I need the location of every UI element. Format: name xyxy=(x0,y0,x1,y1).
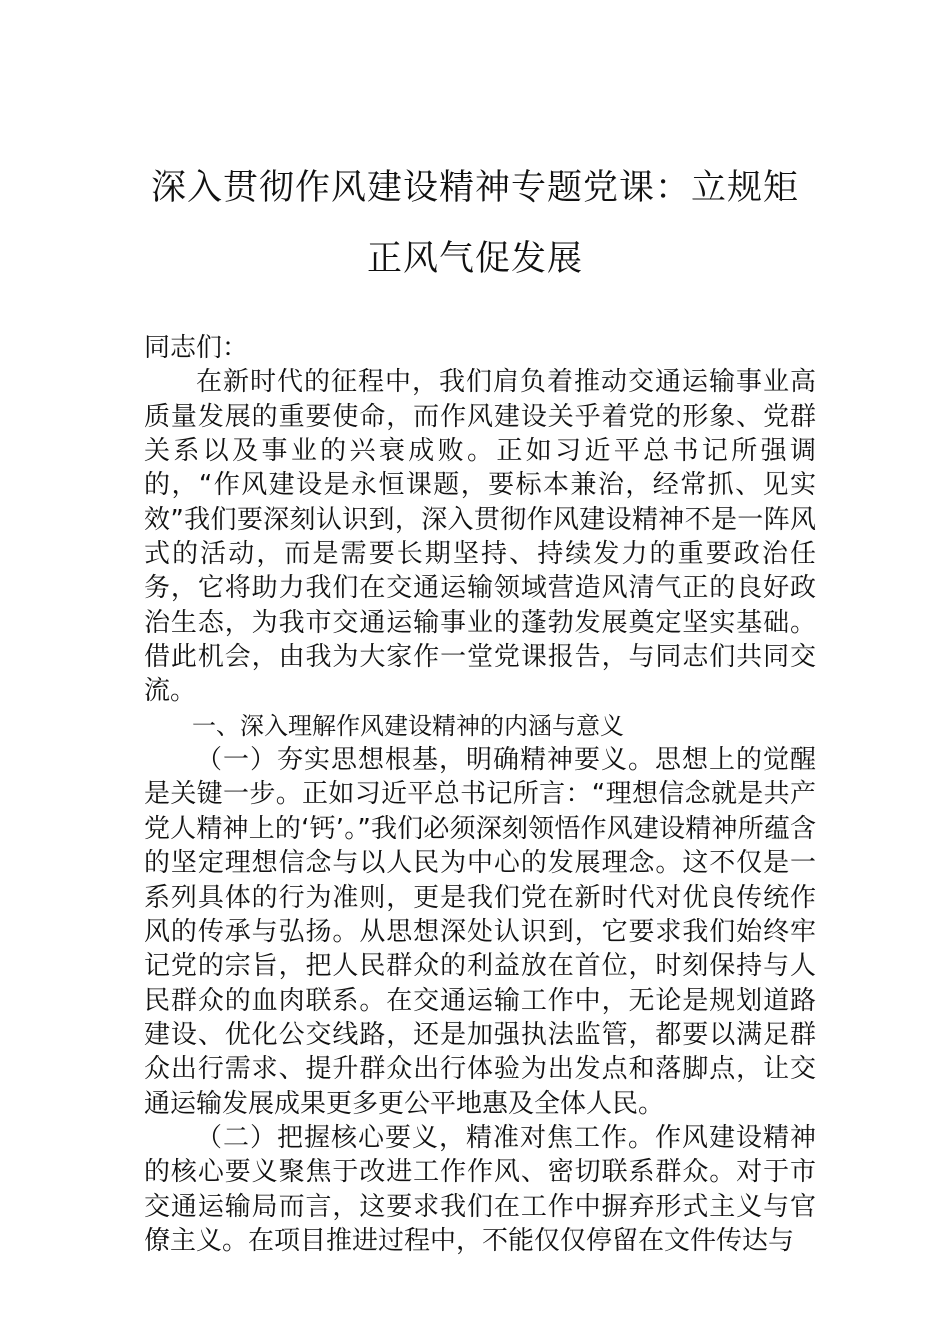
document-body xyxy=(144,331,816,1258)
subsection-2-paragraph: （二）把握核心要义，精准对焦工作。作风建设精神的核心要义聚焦于改进工作作风、密切联系群众。对于市交通运输局而言，这要求我们在工作中摒弃形式主义与官僚主义。在项目推进过程中，不能仅仅停留在文件传达与 xyxy=(144,1122,816,1256)
document-title-line-1: 深入贯彻作风建设精神专题党课：立规矩 xyxy=(150,168,799,208)
intro-paragraph: 在新时代的征程中，我们肩负着推动交通运输事业高质量发展的重要使命，而作风建设关乎着党的形象、党群关系以及事业的兴衰成败。正如习近平总书记所强调的，“作风建设是永恒课题，要标本兼治，经常抓、见实效”我们要深刻认识到，深入贯彻作风建设精神不是一阵风式的活动，而是需要长期坚持、持续发力的重要政治任务，它将助力我们在交通运输领域营造风清气正的良好政治生态，为我市交通运输事业的蓬勃发展奠定坚实基础。借此机会，由我为大家作一堂党课报告，与同志们共同交流。 xyxy=(144,367,816,707)
section-heading-1: 一、深入理解作风建设精神的内涵与意义 xyxy=(192,711,624,740)
subsection-1-paragraph: （一）夯实思想根基，明确精神要义。思想上的觉醒是关键一步。正如习近平总书记所言：“理想信念就是共产党人精神上的‘钙’。”我们必须深刻领悟作风建设精神所蕴含的坚定理想信念与以人民为中心的发展理念。这不仅是一系列具体的行为准则，更是我们党在新时代对优良传统作风的传承与弘扬。从思想深处认识到，它要求我们始终牢记党的宗旨，把人民群众的利益放在首位，时刻保持与人民群众的血肉联系。在交通运输工作中，无论是规划道路建设、优化公交线路，还是加强执法监管，都要以满足群众出行需求、提升群众出行体验为出发点和落脚点，让交通运输发展成果更多更公平地惠及全体人民。 xyxy=(144,745,816,1119)
greeting: 同志们： xyxy=(144,333,249,363)
document-title-line-2: 正风气促发展 xyxy=(366,239,583,279)
